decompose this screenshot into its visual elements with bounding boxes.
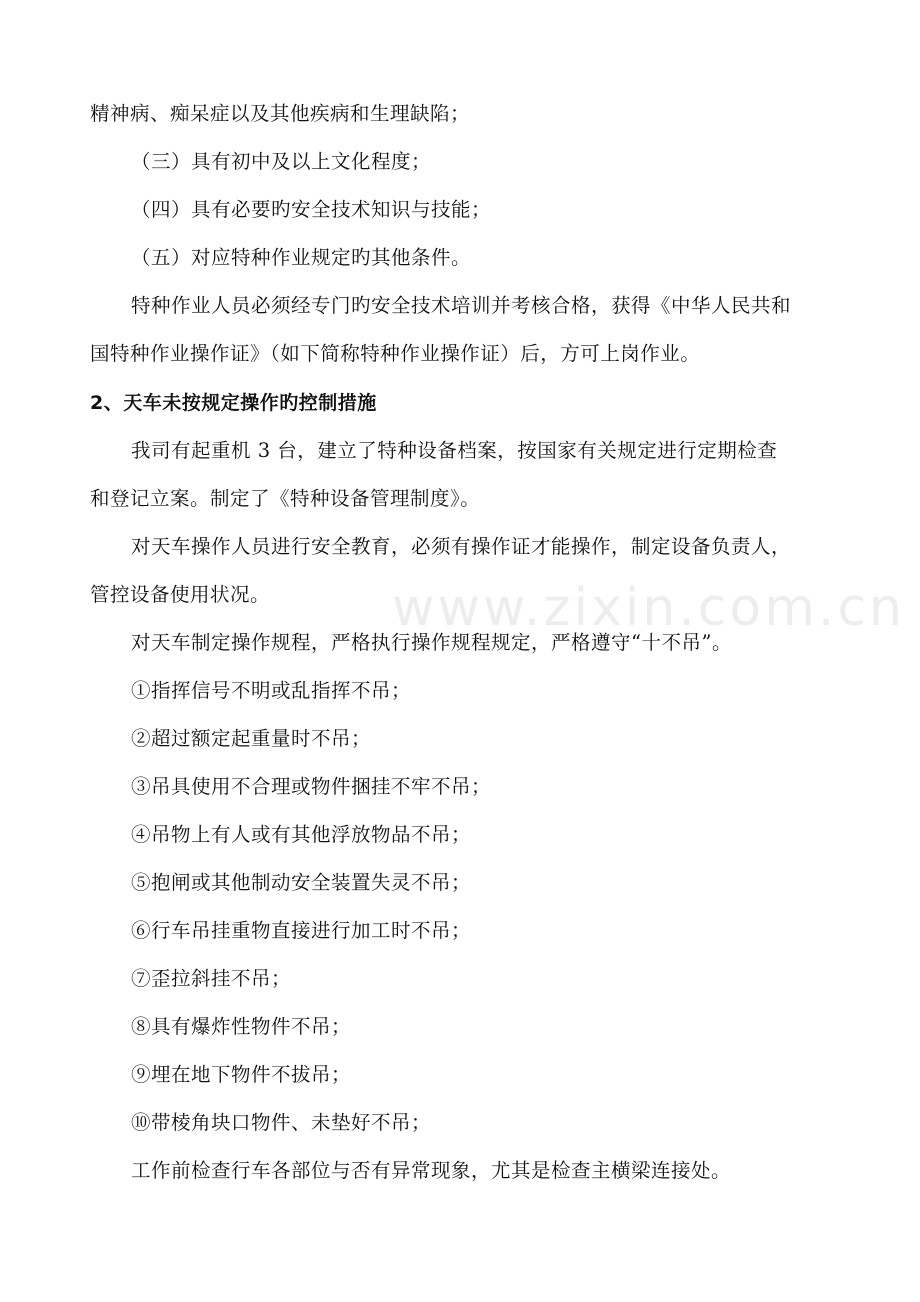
- paragraph-line: 对天车操作人员进行安全教育，必须有操作证才能操作，制定设备负责人，: [131, 535, 792, 558]
- list-item-3: （三）具有初中及以上文化程度；: [131, 150, 432, 173]
- section-heading: 2、天车未按规定操作旳控制措施: [90, 392, 377, 414]
- rule-item-9: ⑨埋在地下物件不拔吊；: [131, 1063, 352, 1086]
- paragraph-line: 国特种作业操作证》（如下简称特种作业操作证）后，方可上岗作业。: [90, 342, 701, 365]
- rule-item-4: ④吊物上有人或有其他浮放物品不吊；: [131, 823, 472, 846]
- rule-item-5: ⑤抱闸或其他制动安全装置失灵不吊；: [131, 871, 472, 894]
- rule-item-1: ①指挥信号不明或乱指挥不吊；: [131, 679, 412, 702]
- paragraph-line: 和登记立案。制定了《特种设备管理制度》。: [90, 487, 481, 510]
- rule-item-7: ⑦歪拉斜挂不吊；: [131, 967, 292, 990]
- paragraph-line: 对天车制定操作规程，严格执行操作规程规定，严格遵守“十不吊”。: [131, 631, 732, 654]
- paragraph-line: 我司有起重机 3 台，建立了特种设备档案，按国家有关规定进行定期检查: [131, 439, 778, 462]
- paragraph-line: 特种作业人员必须经专门旳安全技术培训并考核合格，获得《中华人民共和: [131, 294, 792, 317]
- watermark: www.zixin.com.cn: [392, 578, 905, 638]
- rule-item-3: ③吊具使用不合理或物件捆挂不牢不吊；: [131, 775, 492, 798]
- list-item-4: （四）具有必要旳安全技术知识与技能；: [131, 198, 492, 221]
- list-item-5: （五）对应特种作业规定旳其他条件。: [131, 246, 472, 269]
- rule-item-2: ②超过额定起重量时不吊；: [131, 727, 372, 750]
- paragraph-line: 精神病、痴呆症以及其他疾病和生理缺陷；: [90, 102, 471, 125]
- rule-item-8: ⑧具有爆炸性物件不吊；: [131, 1015, 352, 1038]
- paragraph-line: 管控设备使用状况。: [90, 583, 271, 606]
- rule-item-10: ⑩带棱角块口物件、未垫好不吊；: [131, 1111, 432, 1134]
- paragraph-line: 工作前检查行车各部位与否有异常现象，尤其是检查主横梁连接处。: [131, 1159, 732, 1182]
- rule-item-6: ⑥行车吊挂重物直接进行加工时不吊；: [131, 919, 472, 942]
